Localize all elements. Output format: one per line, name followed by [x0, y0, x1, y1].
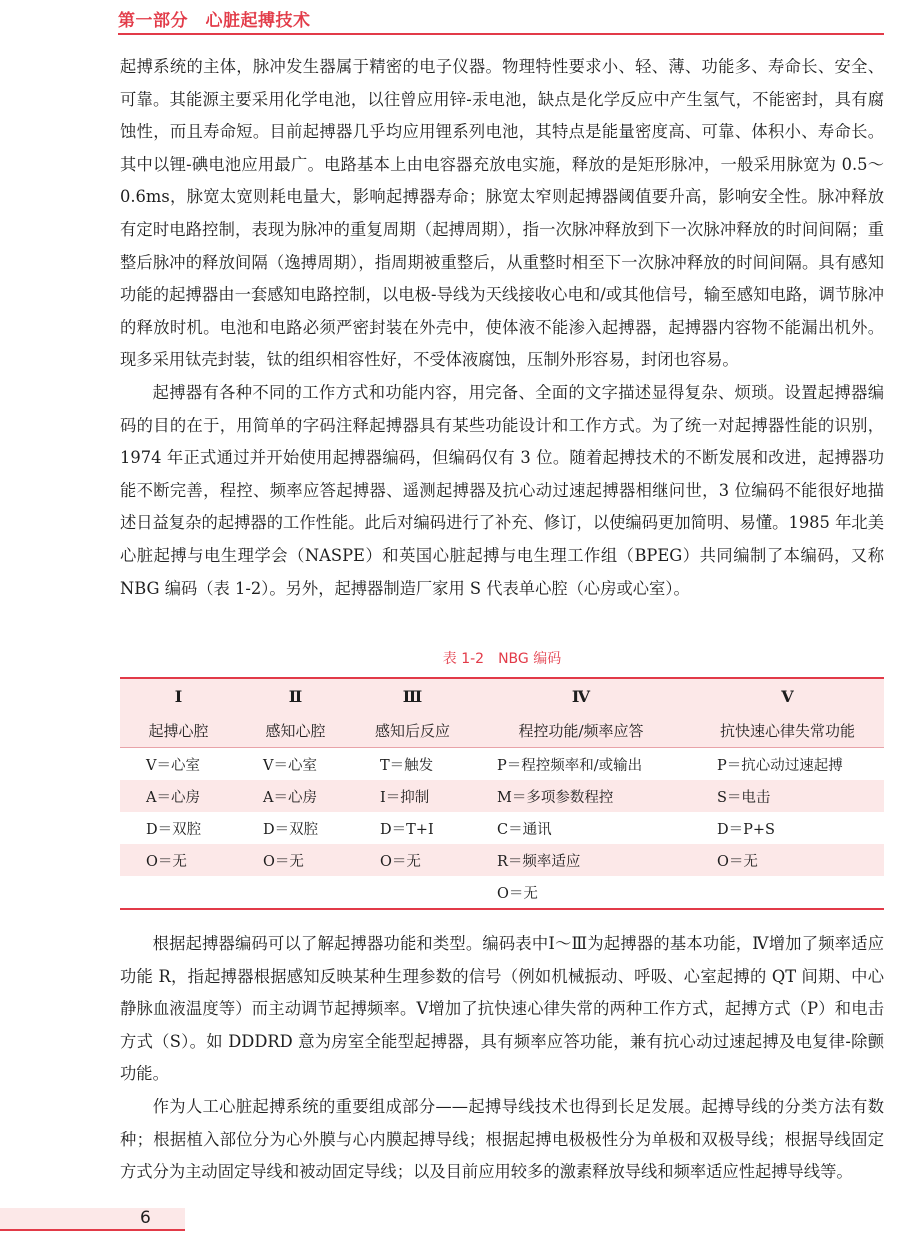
column-header: 程控功能/频率应答 [518, 721, 644, 740]
paragraph-3: 根据起搏器编码可以了解起搏器功能和类型。编码表中Ⅰ～Ⅲ为起搏器的基本功能，Ⅳ增加了频率适应功能 R，指起搏器根据感知反映某种生理参数的信号（例如机械振动、呼吸、心室起搏的 QT 间期、中心静脉血液温度等）而主动调节起搏频率。Ⅴ增加了抗快速心律失常的两种工作方式，起搏方式（P）和电击方式（S）。如 DDDRD 意为房室全能型起搏器，具有频率应答功能，兼有抗心动过速起搏及电复律-除颤功能。 [120, 934, 884, 1084]
table-row [120, 780, 884, 812]
table-cell: V＝心室 [263, 757, 317, 774]
table-cell: D＝P+S [717, 821, 775, 838]
roman-numeral: Ⅲ [402, 686, 423, 706]
running-header: 第一部分 心脏起搏技术 [118, 11, 311, 31]
paragraph-1: 起搏系统的主体，脉冲发生器属于精密的电子仪器。物理特性要求小、轻、薄、功能多、寿命长、安全、可靠。其能源主要采用化学电池，以往曾应用锌-汞电池，缺点是化学反应中产生氢气，不能密封，具有腐蚀性，而且寿命短。目前起搏器几乎均应用锂系列电池，其特点是能量密度高、可靠、体积小、寿命长。其中以锂-碘电池应用最广。电路基本上由电容器充放电实施，释放的是矩形脉冲，一般采用脉宽为 0.5～0.6ms，脉宽太宽则耗电量大，影响起搏器寿命；脉宽太窄则起搏器阈值要升高，影响安全性。脉冲释放有定时电路控制，表现为脉冲的重复周期（起搏周期），指一次脉冲释放到下一次脉冲释放的时间间隔；重整后脉冲的释放间隔（逸搏周期），指周期被重整后，从重整时相至下一次脉冲释放的时间间隔。具有感知功能的起搏器由一套感知电路控制，以电极-导线为天线接收心电和/或其他信号，输至感知电路，调节脉冲的释放时机。电池和电路必须严密封装在外壳中，使体液不能渗入起搏器，起搏器内容物不能漏出机外。现多采用钛壳封装，钛的组织相容性好，不受体液腐蚀，压制外形容易，封闭也容易。 [120, 57, 884, 370]
table-header-row [120, 713, 884, 748]
table-cell: D＝T+I [380, 821, 434, 838]
roman-numeral: Ⅱ [288, 686, 303, 706]
table-cell: A＝心房 [263, 789, 317, 806]
table-caption: 表 1-2 NBG 编码 [442, 651, 562, 667]
table-cell: P＝程控频率和/或输出 [497, 757, 643, 774]
table-cell: O＝无 [380, 853, 421, 870]
roman-numeral: Ⅰ [174, 686, 183, 706]
table-cell: I＝抑制 [380, 789, 430, 806]
table-cell [237, 876, 354, 909]
body-text-top [120, 51, 884, 605]
roman-numeral: Ⅳ [571, 686, 591, 706]
table-row [120, 844, 884, 876]
table-roman-row [120, 678, 884, 713]
table-cell: P＝抗心动过速起搏 [717, 757, 843, 774]
table-cell: V＝心室 [146, 757, 200, 774]
header-rule [118, 33, 884, 35]
table-cell: O＝无 [146, 853, 187, 870]
table-cell: M＝多项参数程控 [497, 789, 614, 806]
table-cell [354, 876, 471, 909]
table-row [120, 748, 884, 781]
table-row [120, 876, 884, 909]
table-cell: S＝电击 [717, 789, 771, 806]
column-header: 抗快速心律失常功能 [719, 721, 855, 740]
paragraph-4: 作为人工心脏起搏系统的重要组成部分——起搏导线技术也得到长足发展。起搏导线的分类方法有数种；根据植入部位分为心外膜与心内膜起搏导线；根据起搏电极极性分为单极和双极导线；根据导线固定方式分为主动固定导线和被动固定导线；以及目前应用较多的激素释放导线和频率适应性起搏导线等。 [120, 1096, 884, 1182]
table-cell: O＝无 [497, 885, 538, 902]
table-row [120, 812, 884, 844]
table-cell: D＝双腔 [146, 821, 202, 838]
nbg-code-table [120, 677, 884, 910]
table-cell: O＝无 [263, 853, 304, 870]
column-header: 感知后反应 [374, 721, 450, 740]
column-header: 感知心腔 [265, 721, 326, 740]
roman-numeral: Ⅴ [781, 686, 794, 706]
table-cell: O＝无 [717, 853, 758, 870]
page-number: 6 [140, 1208, 151, 1228]
paragraph-2: 起搏器有各种不同的工作方式和功能内容，用完备、全面的文字描述显得复杂、烦琐。设置起搏器编码的目的在于，用简单的字码注释起搏器具有某些功能设计和工作方式。为了统一对起搏器性能的识别，1974 年正式通过并开始使用起搏器编码，但编码仅有 3 位。随着起搏技术的不断发展和改进，起搏器功能不断完善，程控、频率应答起搏器、遥测起搏器及抗心动过速起搏器相继问世，3 位编码不能很好地描述日益复杂的起搏器的工作性能。此后对编码进行了补充、修订，以使编码更加简明、易懂。1985 年北美心脏起搏与电生理学会（NASPE）和英国心脏起搏与电生理工作组（BPEG）共同编制了本编码，又称 NBG 编码（表 1-2）。另外，起搏器制造厂家用 S 代表单心腔（心房或心室）。 [120, 382, 884, 598]
footer-rule [0, 1229, 185, 1231]
table-cell [120, 876, 237, 909]
column-header: 起搏心腔 [148, 721, 209, 740]
table-cell: A＝心房 [146, 789, 200, 806]
table-cell: D＝双腔 [263, 821, 319, 838]
table-cell: T＝触发 [380, 757, 434, 774]
table-cell: R＝频率适应 [497, 853, 581, 870]
table-cell [691, 876, 884, 909]
body-text-bottom [120, 928, 884, 1189]
footer-bar [0, 1208, 185, 1230]
table-cell: C＝通讯 [497, 821, 552, 838]
